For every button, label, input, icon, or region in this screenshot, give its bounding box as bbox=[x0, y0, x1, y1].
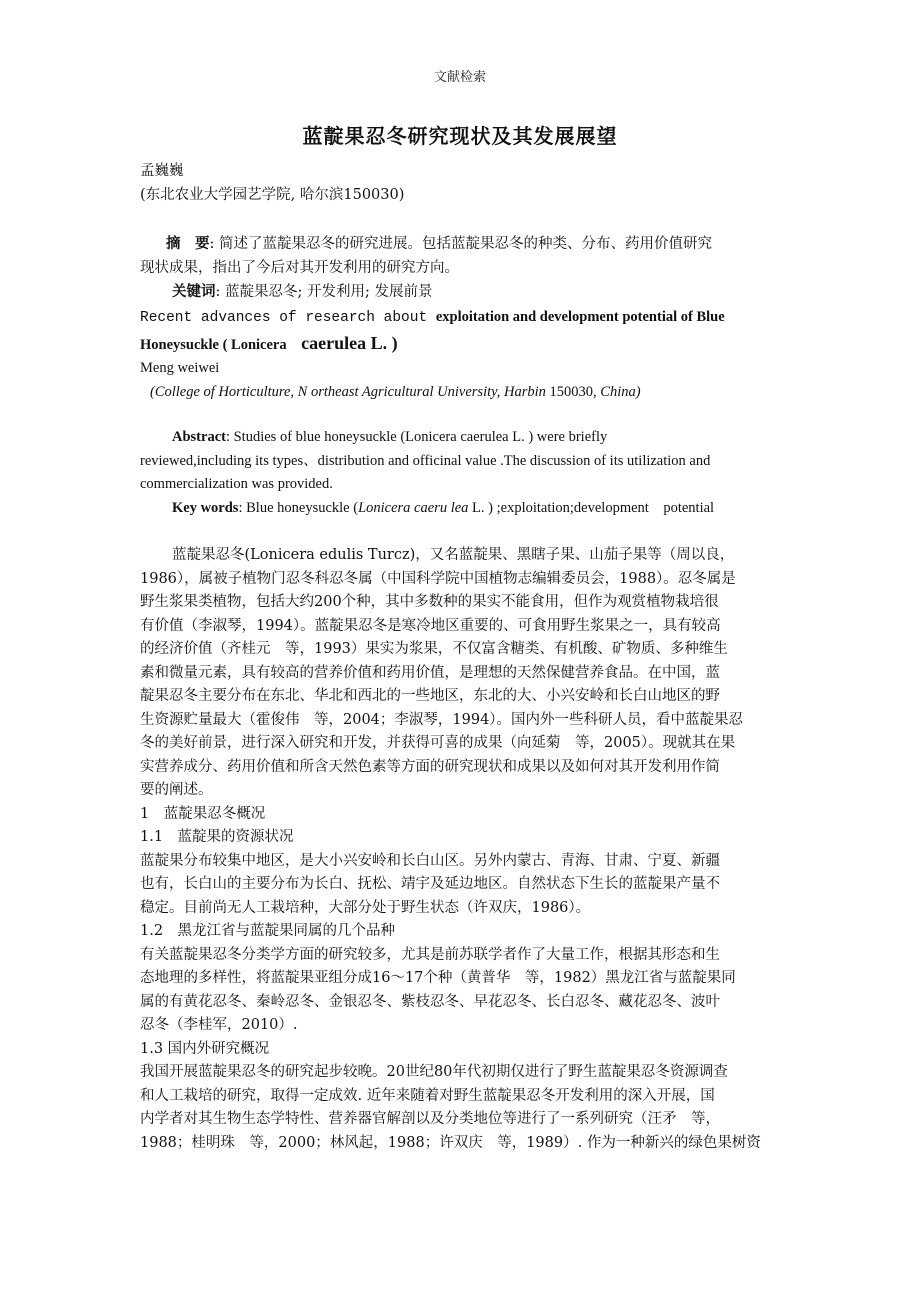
english-title-part4: caerulea L. ) bbox=[301, 332, 398, 353]
author-block bbox=[140, 160, 782, 207]
english-title-part3: Honeysuckle ( Lonicera bbox=[140, 336, 287, 353]
abstract-en bbox=[140, 426, 782, 520]
english-title-block bbox=[140, 306, 782, 404]
section-heading-1-2: 1.2 黑龙江省与蓝靛果同属的几个品种 bbox=[140, 923, 396, 939]
paper-title: 蓝靛果忍冬研究现状及其发展展望 bbox=[302, 124, 618, 148]
abstract-cn-line1: : 简述了蓝靛果忍冬的研究进展。包括蓝靛果忍冬的种类、分布、药用价值研究 bbox=[209, 236, 712, 252]
abstract-en-line2: reviewed,including its types、distribution and officinal value .The discussion of its utilization and bbox=[140, 452, 711, 469]
keywords-cn-label: 关键词 bbox=[172, 283, 216, 300]
english-title-part1: Recent advances of research about bbox=[140, 310, 436, 326]
keywords-cn-text: : 蓝靛果忍冬; 开发利用; 发展前景 bbox=[215, 284, 433, 300]
section-1-1-paragraph: 蓝靛果分布较集中地区，是大小兴安岭和长白山区。另外内蒙古、青海、甘肃、宁夏、新疆 也有，长白山的主要分布为长白、抚松、靖宇及延边地区。自然状态下生长的蓝靛果产量不 稳定。目前尚无人工栽培种，大部分处于野生状态（许双庆，1986）。 bbox=[140, 852, 720, 916]
abstract-en-line1: : Studies of blue honeysuckle (Lonicera caerulea L. ) were briefly bbox=[225, 429, 608, 445]
abstract-cn bbox=[140, 232, 782, 305]
author-en: Meng weiwei bbox=[140, 360, 220, 376]
author-cn: 孟巍巍 bbox=[140, 163, 184, 179]
abstract-cn-line2: 现状成果，指出了今后对其开发利用的研究方向。 bbox=[140, 259, 459, 276]
abstract-en-line3: commercialization was provided. bbox=[140, 476, 333, 492]
section-1-3-paragraph: 我国开展蓝靛果忍冬的研究起步较晚。20世纪80年代初期仅进行了野生蓝靛果忍冬资源调查 和人工栽培的研究，取得一定成效. 近年来随着对野生蓝靛果忍冬开发利用的深入开展，国 内学者对其生物生态学特性、营养器官解剖以及分类地位等进行了一系列研究（汪矛 等， 1988；桂明珠 等，2000；林风起，1988；许双庆 等，1989）. 作为一种新兴的绿色果树资 bbox=[140, 1064, 761, 1151]
abstract-cn-label: 摘 要 bbox=[166, 235, 210, 252]
page-header: 文献检索 bbox=[433, 70, 486, 85]
section-1-2-paragraph: 有关蓝靛果忍冬分类学方面的研究较多，尤其是前苏联学者作了大量工作，根据其形态和生 态地理的多样性，将蓝靛果亚组分成16～17个种（黄普华 等，1982）黑龙江省与蓝靛果同 属的有黄花忍冬、秦岭忍冬、金银忍冬、紫枝忍冬、早花忍冬、长白忍冬、藏花忍冬、波叶 忍冬（李桂军，2010）. bbox=[140, 946, 736, 1033]
section-heading-1-1: 1.1 蓝靛果的资源状况 bbox=[140, 829, 294, 845]
english-title-part2: exploitation and development potential of Blue bbox=[435, 309, 725, 325]
affiliation-en: (College of Horticulture, N ortheast Agricultural University, Harbin 150030, China) bbox=[150, 383, 641, 400]
keywords-en: Key words: Blue honeysuckle (Lonicera caeru lea L. ) ;exploitation;development potential bbox=[172, 499, 715, 516]
section-heading-1: 1 蓝靛果忍冬概况 bbox=[140, 805, 266, 822]
body-text bbox=[140, 544, 782, 1155]
intro-paragraph: 蓝靛果忍冬(Lonicera edulis Turcz)，又名蓝靛果、黑瞎子果、山茄子果等（周以良， 1986），属被子植物门忍冬科忍冬属（中国科学院中国植物志编辑委员会，1988）。忍冬属是 野生浆果类植物，包括大约200个种，其中多数种的果实不能食用，但作为观赏植物栽培很 有价值（李淑琴，1994）。蓝靛果忍冬是寒冷地区重要的、可食用野生浆果之一，具有较高 的经济价值（齐桂元 等，1993）果实为浆果，不仅富含糖类、有机酸、矿物质、多种维生 素和微量元素，具有较高的营养价值和药用价值，是理想的天然保健营养食品。在中国，蓝 靛果忍冬主要分布在东北、华北和西北的一些地区，东北的大、小兴安岭和长白山地区的野 生资源贮量最大（霍俊伟 等，2004；李淑琴，1994）。国内外一些科研人员，看中蓝靛果忍 冬的美好前景，进行深入研究和开发，并获得可喜的成果（向延菊 等，2005）。现就其在果 实营养成分、药用价值和所含天然色素等方面的研究现状和成果以及如何对其开发利用作简 要的阐述。 bbox=[140, 547, 744, 798]
section-heading-1-3: 1.3 国内外研究概况 bbox=[140, 1040, 270, 1057]
affiliation-cn: (东北农业大学园艺学院, 哈尔滨150030) bbox=[140, 186, 405, 203]
abstract-en-label: Abstract bbox=[172, 429, 226, 445]
